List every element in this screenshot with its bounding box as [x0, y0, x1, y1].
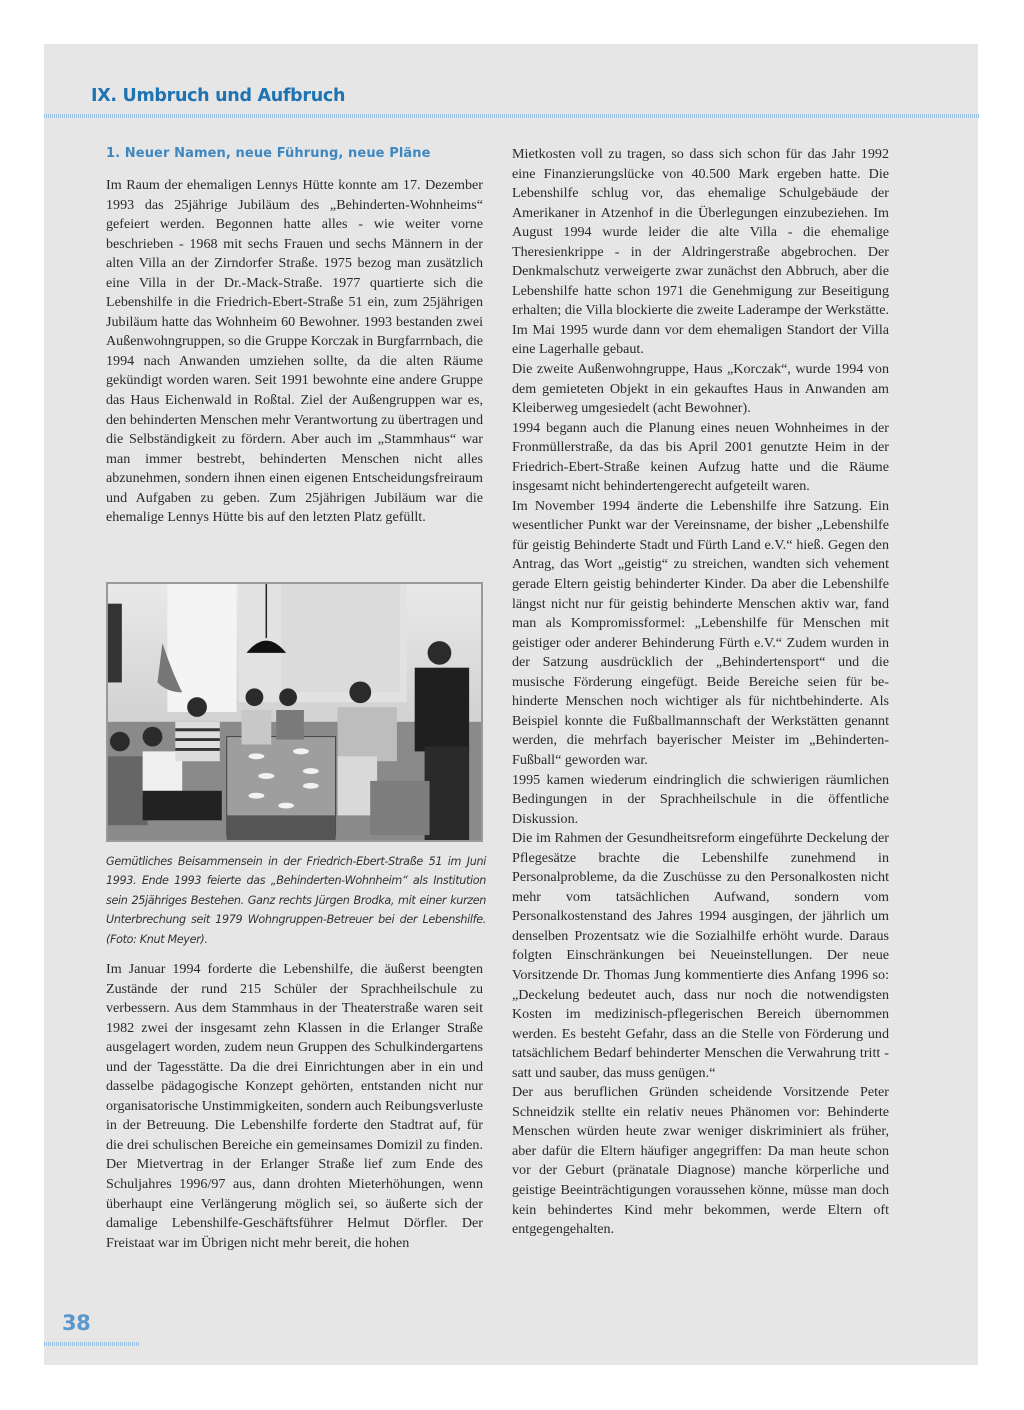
photo-caption: Gemütliches Beisammensein in der Friedrich-Ebert-Straße 51 im Juni 1993. Ende 1993 feierte das „Behinderten-Wohnheim“ als Institution sein 25jähriges Bestehen. Ganz rechts Jürgen Brodka, mit einer kurzen Unterbrechung seit 1979 Wohngruppen-Betreuer bei der Lebenshilfe. (Foto: Knut Meyer).: [106, 855, 486, 946]
body-paragraph: Die zweite Außenwohngruppe, Haus „Korczak“, wurde 1994 von dem gemieteten Objekt in ein gekauftes Haus in Anwanden am Kleiberweg umgesiedelt (acht Bewohner).: [512, 361, 889, 417]
body-paragraph: Die im Rahmen der Gesundheitsreform eingeführte Deckelung der Pflegesätze brachte die Lebenshilfe zunehmend in Personalprobleme, da die Zuschüsse zu den Personalkosten nicht mehr vom tatsächlichen Aufwand, sondern vom Personalkostenstand des Jahres 1994 ausgingen, der jährlich um denselben Prozentsatz wie die Sozialhilfe erhöht wurde. Daraus folgten Einschränkungen bei Neueinstellungen. Der neue Vorsitzende Dr. Thomas Jung kommentierte dies Anfang 1996 so: „Deckelung bedeutet auch, dass nur noch die notwendigsten Kosten im medizinisch-pflegerischen Bereich übernommen werden. Es besteht Gefahr, dass an die Stelle von Förderung und tatsächlichem Bedarf behinderter Menschen die Verwahrung tritt - satt und sauber, das muss genügen.“: [512, 830, 889, 1081]
body-paragraph: Der aus beruflichen Gründen scheidende Vorsitzende Peter Schneidzik stellte ein relativ neues Phänomen vor: Behinderte Menschen würden heute zwar weniger diskriminiert als früher, aber dafür die Eltern häufiger angegriffen: Da man heute schon vor der Geburt (pränatale Diagnose) manche körperliche und geistige Beeinträchtigungen voraussehen könne, müsse man doch kein behindertes Kind mehr bekommen, werde Eltern oft entgegengehalten.: [512, 1084, 889, 1238]
chapter-title: IX. Umbruch und Aufbruch: [91, 86, 346, 106]
photo: [106, 582, 483, 842]
body-paragraph: Im November 1994 änderte die Lebenshilfe ihre Satzung. Ein wesentlicher Punkt war der Vereinsname, der bisher „Lebenshilfe für geistig Behinderte Stadt und Fürth Land e.V.“ hieß. Gegen den Antrag, das Wort „geistig“ zu streichen, wandten sich vehement gerade Eltern geistig behinderter Kinder. Da aber die Lebenshilfe längst nicht nur für geistig behinderte Menschen aktiv war, fand man als Kompromissformel: „Lebenshilfe für Menschen mit geistiger oder anderer Behinderung Fürth e.V.“ Zudem wurden in der Satzung ausdrücklich der „Behindertensport“ und die musische Förderung eingefügt. Beide Bereiche seien für behinderte Menschen noch wichtiger als für nichtbehinderte. Als Beispiel konnte die Fußballmannschaft der Werkstätten genannt werden, die mehrfach bayerischer Meister im „Behinderten-Fußball“ geworden war.: [512, 497, 889, 768]
left-column-bottom: [106, 960, 483, 1253]
body-paragraph: 1995 kamen wiederum eindringlich die schwierigen räumlichen Bedingungen in der Sprachheilschule in die öffentliche Diskussion.: [512, 771, 889, 827]
section-title: 1. Neuer Namen, neue Führung, neue Pläne: [106, 146, 431, 161]
body-paragraph: Im Januar 1994 forderte die Lebenshilfe, die äußerst beengten Zustände der rund 215 Schüler der Sprachheilschule zu verbessern. Aus dem Stammhaus in der Theaterstraße waren seit 1982 zwei der insgesamt zehn Klassen in die Erlanger Straße ausgelagert worden, zudem neun Gruppen des Schulkindergartens und der Tagesstätte. Da die drei Einrichtungen aber in ein und dasselbe pädagogische Konzept gehörten, entstanden nicht nur organisatorische Unstimmigkeiten, sondern auch Reibungsverluste in der Betreuung. Die Lebenshilfe forderte den Stadtrat auf, für die drei schulischen Bereiche ein gemeinsames Domizil zu finden. Der Mietvertrag in der Erlanger Straße lief zum Ende des Schuljahres 1996/97 aus, dann drohten Mieterhöhungen, wenn überhaupt eine Verlängerung möglich sei, so äußerte sich der damalige Lebenshilfe-Geschäftsführer Helmut Dörfler. Der Freistaat war im Übrigen nicht mehr bereit, die hohen: [106, 961, 483, 1251]
title-dotted-rule: [44, 114, 980, 118]
left-column-top: [106, 176, 483, 528]
body-paragraph: 1994 begann auch die Planung eines neuen Wohnheimes in der Fronmüllerstraße, da das bis April 2001 genutzte Heim in der Friedrich-Ebert-Straße keinen Aufzug hatte und die Räume insgesamt nicht behindertengerecht aufgeteilt waren.: [512, 419, 889, 495]
page-number-dotted-rule: [44, 1342, 140, 1346]
photo-illustration: [108, 584, 481, 840]
body-paragraph: Im Raum der ehemaligen Lennys Hütte konnte am 17. Dezember 1993 das 25jährige Jubiläum des „Behinderten-Wohnheims“ gefeiert werden. Begonnen hatte alles - wie weiter vorne beschrieben - 1968 mit sechs Frauen und sechs Männern in der alten Villa an der Zirndorfer Straße. 1975 bezog man zusätzlich eine Villa in der Dr.-Mack-Straße. 1977 quartierte sich die Lebenshilfe in die Friedrich-Ebert-Straße 51 ein, zum 25jährigen Jubiläum hatte das Wohnheim 60 Bewohner. 1993 bestanden zwei Außenwohngruppen, so die Gruppe Korczak in Burgfarrnbach, die 1994 nach Anwanden umziehen sollte, da die alten Räume gekündigt worden waren. Seit 1991 bewohnte eine andere Gruppe das Haus Eichenwald in Roßtal. Ziel der Außengruppen war es, den behinderten Menschen mehr Verantwortung zu übertragen und die Selbständigkeit zu fördern. Aber auch im „Stammhaus“ war man immer bestrebt, behinderten Menschen nicht alles abzunehmen, sondern ihnen einen eigenen Entscheidungsfreiraum und Aufgaben zu geben. Zum 25jährigen Jubiläum war die ehemalige Lennys Hütte bis auf den letzten Platz gefüllt.: [106, 177, 483, 526]
right-column: [512, 145, 889, 1240]
page-number: 38: [62, 1311, 91, 1335]
body-paragraph: Mietkosten voll zu tragen, so dass sich schon für das Jahr 1992 eine Finanzierungslücke von 40.500 Mark ergeben hatte. Die Lebenshilfe schlug vor, das ehemalige Schulgebäude der Amerikaner in Atzenhof in die Überlegungen einzubeziehen. Im August 1994 wurde leider die alte Villa - die ehemalige Theresienkrippe - in der Aldringerstraße abgebrochen. Der Denkmalschutz verweigerte zwar zunächst den Abbruch, aber die Lebenshilfe hatte schon 1971 die Genehmigung zur Beseitigung erhalten; die Villa blockierte die zweite Laderampe der Werkstätte. Im Mai 1995 wurde dann vor dem ehemaligen Standort der Villa eine Lagerhalle gebaut.: [512, 146, 889, 358]
